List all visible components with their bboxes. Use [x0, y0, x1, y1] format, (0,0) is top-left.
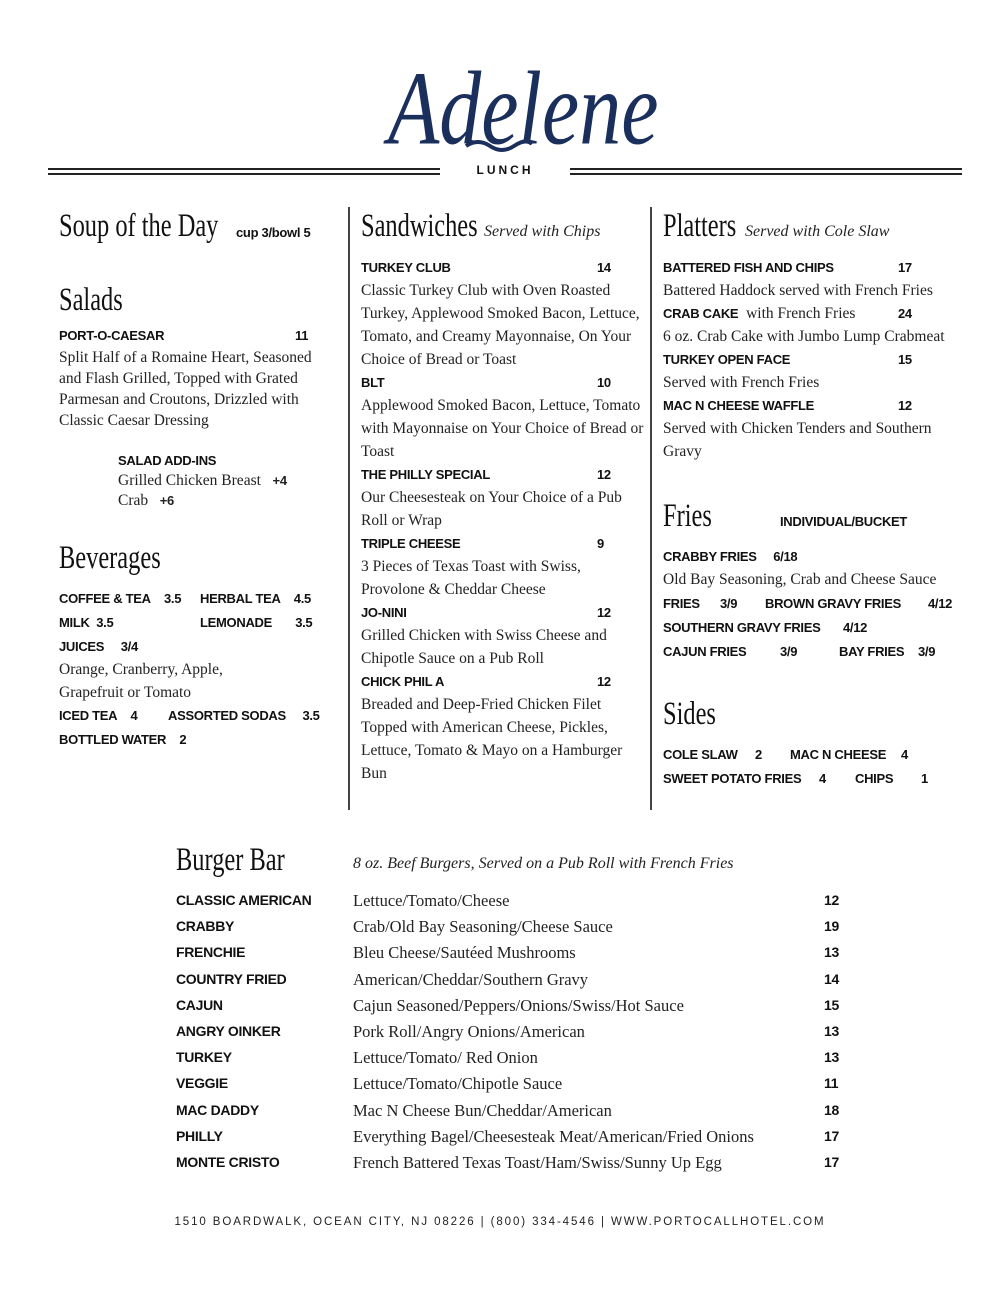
- beverage-herbal: [200, 587, 311, 610]
- item-description: Breaded and Deep-Fried Chicken Filet Topped with American Cheese, Pickles, Lettuce, Tomato & Mayo on a Hamburger Bun: [361, 696, 623, 782]
- item-price: 15: [898, 352, 912, 367]
- beverage-price: 3/4: [120, 639, 138, 654]
- burger-name: TURKEY: [176, 1049, 232, 1066]
- fries-price: 3/9: [918, 644, 936, 659]
- beverage-price: 3.5: [295, 615, 313, 630]
- item-price: 11: [295, 328, 309, 343]
- side-name: MAC N CHEESE: [790, 747, 887, 762]
- beverage-price: 3.5: [302, 708, 320, 723]
- svg-text:Adelene: Adelene: [388, 49, 659, 167]
- burger-description: Everything Bagel/Cheesesteak Meat/American/Fried Onions: [353, 1126, 754, 1146]
- item-note: with French Fries: [738, 305, 856, 322]
- addin-name: Grilled Chicken Breast: [118, 472, 261, 489]
- beverage-milk: [59, 611, 113, 634]
- item-name: PORT-O-CAESAR: [59, 328, 165, 343]
- menu-item: [361, 601, 647, 670]
- platter-list: [663, 256, 963, 463]
- side-price: 4: [901, 747, 908, 762]
- item-description: Served with French Fries: [663, 374, 820, 391]
- item-header: [361, 601, 647, 624]
- side-price: 1: [921, 771, 928, 786]
- soup-heading: Soup of the Day: [59, 208, 219, 244]
- fries-name: FRIES: [663, 596, 700, 611]
- side-name: COLE SLAW: [663, 747, 738, 762]
- fries-price: 4/12: [843, 620, 868, 635]
- item-price: 10: [597, 375, 611, 390]
- item-name: TRIPLE CHEESE: [361, 536, 461, 551]
- side-name: CHIPS: [855, 771, 894, 786]
- platters-heading: Platters: [663, 208, 737, 244]
- item-header: [361, 463, 647, 486]
- fries-size-label: INDIVIDUAL/BUCKET: [780, 514, 908, 529]
- item-price: 9: [597, 536, 604, 551]
- burger-description: Lettuce/Tomato/Chipotle Sauce: [353, 1074, 563, 1094]
- beverage-juices: [59, 635, 138, 658]
- salads-heading: Salads: [59, 282, 123, 318]
- burger-description: Lettuce/Tomato/Cheese: [353, 891, 510, 910]
- burger-price: 17: [824, 1127, 839, 1144]
- item-description: Our Cheesesteak on Your Choice of a Pub Roll or Wrap: [361, 489, 622, 529]
- burger-bar-subtitle: 8 oz. Beef Burgers, Served on a Pub Roll with French Fries: [353, 855, 734, 872]
- sides-heading: Sides: [663, 696, 716, 732]
- item-description: 3 Pieces of Texas Toast with Swiss, Provolone & Cheddar Cheese: [361, 558, 581, 598]
- burger-price: 17: [824, 1154, 839, 1170]
- fries-price: 4/12: [928, 596, 953, 611]
- burger-price: 11: [824, 1075, 839, 1092]
- burger-price: 14: [824, 970, 839, 987]
- addin-name: Crab: [118, 492, 149, 509]
- item-name: THE PHILLY SPECIAL: [361, 467, 490, 482]
- beverage-name: COFFEE & TEA: [59, 591, 151, 606]
- menu-item: [361, 670, 647, 785]
- burger-name: FRENCHIE: [176, 944, 246, 961]
- burger-name: VEGGIE: [176, 1075, 228, 1092]
- menu-item: [663, 302, 963, 348]
- burger-name: CLASSIC AMERICAN: [176, 892, 312, 908]
- column-divider: [650, 207, 652, 810]
- soup-price: cup 3/bowl 5: [236, 225, 311, 240]
- side-price: 4: [819, 771, 826, 786]
- footer-contact: 1510 BOARDWALK, OCEAN CITY, NJ 08226 | (800) 334-4546 | WWW.PORTOCALLHOTEL.COM: [174, 1216, 826, 1228]
- platters-subtitle: Served with Cole Slaw: [745, 223, 890, 240]
- burger-name: PHILLY: [176, 1127, 223, 1144]
- burger-name: COUNTRY FRIED: [176, 970, 287, 987]
- side-price: 2: [755, 747, 762, 762]
- addin-price: +4: [272, 473, 287, 488]
- item-name: MAC N CHEESE WAFFLE: [663, 398, 815, 413]
- beverage-water: [59, 728, 186, 751]
- burger-price: 13: [824, 944, 839, 961]
- item-name: JO-NINI: [361, 605, 407, 620]
- item-price: 12: [898, 398, 912, 413]
- burger-bar-heading: Burger Bar: [176, 842, 285, 878]
- menu-item: [663, 394, 963, 463]
- fries-item: [663, 545, 797, 568]
- burger-description: Crab/Old Bay Seasoning/Cheese Sauce: [353, 917, 613, 937]
- fries-price: 6/18: [773, 549, 798, 564]
- item-header: [663, 348, 963, 371]
- menu-item: [361, 256, 647, 371]
- item-price: 12: [597, 674, 611, 689]
- burger-name: CRABBY: [176, 918, 235, 935]
- beverage-name: MILK: [59, 615, 90, 630]
- side-name: SWEET POTATO FRIES: [663, 771, 802, 786]
- item-name: TURKEY CLUB: [361, 260, 451, 275]
- juices-description: Orange, Cranberry, Apple, Grapefruit or Tomato: [59, 661, 223, 701]
- beverage-price: 4: [130, 708, 138, 723]
- item-description: Served with Chicken Tenders and Southern Gravy: [663, 420, 932, 460]
- addins-heading: SALAD ADD-INS: [118, 453, 217, 468]
- item-price: 12: [597, 467, 611, 482]
- burger-price: 15: [824, 996, 839, 1013]
- beverage-lemonade: [200, 611, 312, 634]
- item-header: [361, 256, 647, 279]
- beverage-name: JUICES: [59, 639, 105, 654]
- addin-price: +6: [159, 493, 174, 508]
- fries-price: 3/9: [720, 596, 738, 611]
- fries-name: CAJUN FRIES: [663, 644, 747, 659]
- beverage-price: 2: [179, 732, 187, 747]
- beverage-price: 4.5: [293, 591, 311, 606]
- burger-price: 18: [824, 1101, 839, 1118]
- burger-price: 19: [824, 918, 839, 935]
- item-header: [361, 670, 647, 693]
- beverage-price: 3.5: [96, 615, 114, 630]
- burger-description: Bleu Cheese/Sautéed Mushrooms: [353, 943, 576, 963]
- item-description: 6 oz. Crab Cake with Jumbo Lump Crabmeat: [663, 328, 945, 345]
- item-price: 14: [597, 260, 611, 275]
- burger-description: American/Cheddar/Southern Gravy: [353, 969, 589, 989]
- sandwich-list: [361, 256, 647, 785]
- burger-description: French Battered Texas Toast/Ham/Swiss/Sunny Up Egg: [353, 1153, 722, 1172]
- burger-name: ANGRY OINKER: [176, 1023, 281, 1039]
- fries-name: BROWN GRAVY FRIES: [765, 596, 901, 611]
- header-rule-left: [48, 168, 440, 175]
- item-header: [361, 532, 647, 555]
- beverage-price: 3.5: [164, 591, 182, 606]
- burger-price: 13: [824, 1023, 839, 1039]
- item-description: Split Half of a Romaine Heart, Seasoned and Flash Grilled, Topped with Grated Parmesan and Croutons, Drizzled with Classic Caesar Dressing: [59, 349, 312, 429]
- beverage-name: BOTTLED WATER: [59, 732, 167, 747]
- item-name: BLT: [361, 375, 385, 390]
- crabby-fries-description: Old Bay Seasoning, Crab and Cheese Sauce: [663, 571, 937, 588]
- burger-name: MONTE CRISTO: [176, 1154, 280, 1170]
- fries-price: 3/9: [780, 644, 798, 659]
- beverage-name: ICED TEA: [59, 708, 118, 723]
- item-header: [361, 371, 647, 394]
- item-name: CHICK PHIL A: [361, 674, 445, 689]
- item-header: [663, 302, 963, 325]
- item-name: TURKEY OPEN FACE: [663, 352, 791, 367]
- beverage-name: ASSORTED SODAS: [168, 708, 286, 723]
- fries-name: CRABBY FRIES: [663, 549, 757, 564]
- sandwiches-subtitle: Served with Chips: [484, 223, 601, 240]
- beverage-coffee: [59, 587, 181, 610]
- item-header: [663, 256, 963, 279]
- fries-name: SOUTHERN GRAVY FRIES: [663, 620, 821, 635]
- burger-price: 13: [824, 1049, 839, 1066]
- menu-item: [361, 532, 647, 601]
- burger-description: Mac N Cheese Bun/Cheddar/American: [353, 1100, 612, 1120]
- item-name: CRAB CAKE: [663, 306, 739, 321]
- fries-heading: Fries: [663, 498, 712, 534]
- burger-name: MAC DADDY: [176, 1101, 259, 1118]
- burger-name: CAJUN: [176, 996, 223, 1013]
- item-header: [663, 394, 963, 417]
- sandwiches-heading: Sandwiches: [361, 208, 478, 244]
- item-name: BATTERED FISH AND CHIPS: [663, 260, 834, 275]
- beverages-heading: Beverages: [59, 540, 161, 576]
- beverage-name: LEMONADE: [200, 615, 272, 630]
- menu-item: [361, 371, 647, 463]
- menu-item: [361, 463, 647, 532]
- item-price: 17: [898, 260, 912, 275]
- item-description: Battered Haddock served with French Fries: [663, 282, 933, 299]
- fries-name: BAY FRIES: [839, 644, 905, 659]
- menu-item: [663, 348, 963, 394]
- column-divider: [348, 207, 350, 810]
- burger-description: Pork Roll/Angry Onions/American: [353, 1022, 585, 1041]
- item-price: 12: [597, 605, 611, 620]
- addin-item: [118, 489, 174, 512]
- menu-subtitle: LUNCH: [476, 163, 534, 177]
- item-description: Applewood Smoked Bacon, Lettuce, Tomato with Mayonnaise on Your Choice of Bread or Toast: [361, 397, 644, 460]
- item-description: Grilled Chicken with Swiss Cheese and Chipotle Sauce on a Pub Roll: [361, 627, 607, 667]
- beverage-iced-tea: [59, 704, 137, 727]
- burger-description: Lettuce/Tomato/ Red Onion: [353, 1048, 538, 1068]
- beverage-name: HERBAL TEA: [200, 591, 281, 606]
- logo: [380, 36, 659, 167]
- item-price: 24: [898, 306, 912, 321]
- burger-price: 12: [824, 892, 839, 908]
- beverage-sodas: [168, 704, 320, 727]
- burger-description: Cajun Seasoned/Peppers/Onions/Swiss/Hot Sauce: [353, 995, 684, 1015]
- item-description: Classic Turkey Club with Oven Roasted Turkey, Applewood Smoked Bacon, Lettuce, Tomato, and Creamy Mayonnaise, On Your Choice of Bread or Toast: [361, 282, 640, 368]
- menu-item: [663, 256, 963, 302]
- header-rule-right: [570, 168, 962, 175]
